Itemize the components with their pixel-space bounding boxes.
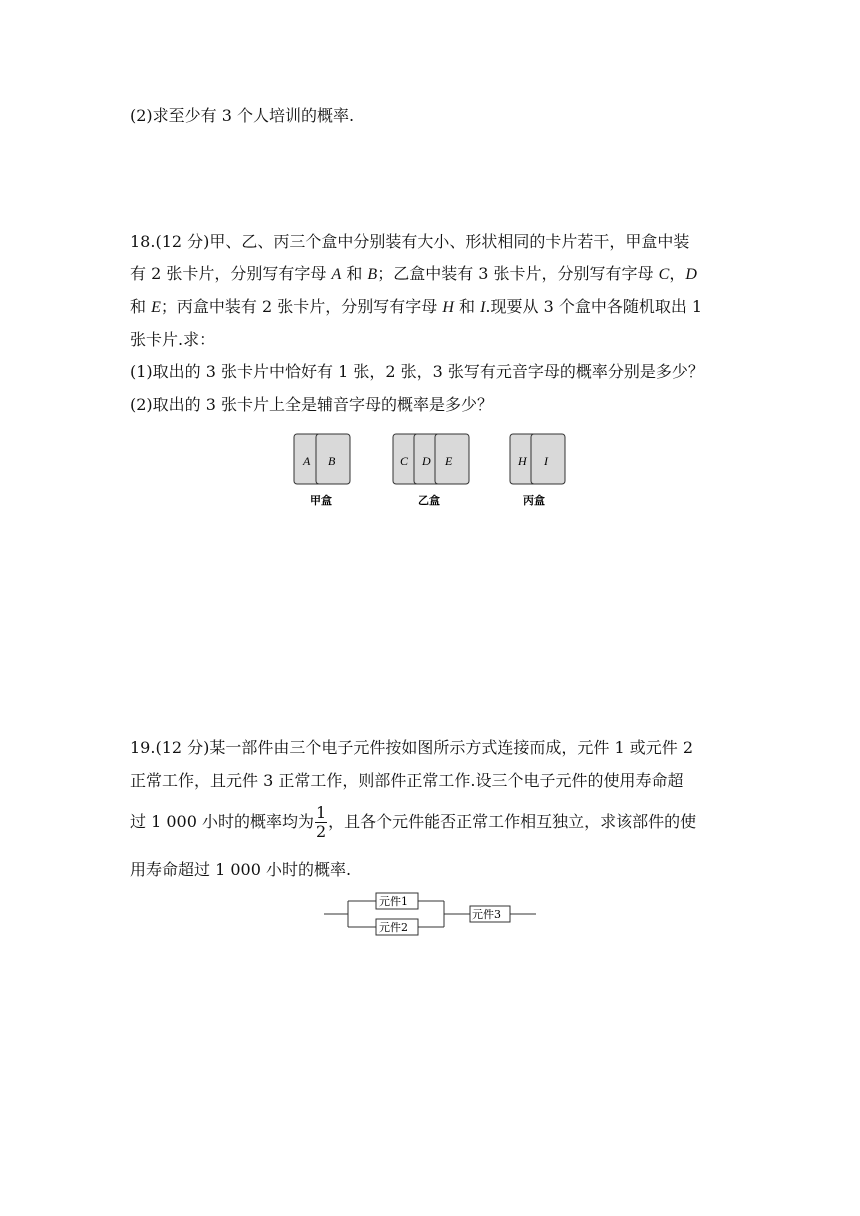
q18-line2-text-b: 和 [341,264,368,283]
q18-line3-text-a: 和 [130,297,152,316]
box-jia-label: 甲盒 [310,494,332,507]
q18-line2-text-d: ， [669,264,686,283]
q18-letter-a: A [331,266,342,283]
q18-letter-d: D [685,266,697,283]
q18-letter-i: I [480,299,486,316]
q18-part2: (2)取出的 3 张卡片上全是辅音字母的概率是多少？ [130,395,494,414]
component-3-label: 元件3 [472,908,501,921]
component-2-label: 元件2 [379,921,408,934]
q18-line2-text-c: ；乙盒中装有 3 张卡片，分别写有字母 [377,264,659,283]
q19-line3-text-b: ，且各个元件能否正常工作相互独立，求该部件的使 [328,812,697,831]
q19-line2: 正常工作，且元件 3 正常工作，则部件正常工作.设三个电子元件的使用寿命超 [130,771,684,790]
q18-line3-text-d: .现要从 3 个盒中各随机取出 1 [485,297,703,316]
q18-letter-e: E [151,299,161,316]
card-a: A [303,454,311,468]
q18-letter-c: C [658,266,670,283]
card-e: E [445,454,453,468]
q18-line2 [130,264,697,285]
q18-line3 [130,297,702,318]
q18-part1: (1)取出的 3 张卡片中恰好有 1 张，2 张，3 张写有元音字母的概率分别是多少？ [130,362,704,381]
q19-line4: 用寿命超过 1 000 小时的概率. [130,860,352,879]
card-d: D [422,454,431,468]
component-3 [470,906,510,922]
q18-letter-h: H [442,299,454,316]
q18-line1: 18.(12 分)甲、乙、丙三个盒中分别装有大小、形状相同的卡片若干，甲盒中装 [130,232,690,251]
fraction-denominator: 2 [315,822,327,841]
component-1-label: 元件1 [379,895,408,908]
card-c: C [400,454,409,468]
q19-line3 [130,804,696,841]
fraction-one-half [315,804,327,841]
q18-line3-text-b: ；丙盒中装有 2 张卡片，分别写有字母 [160,297,443,316]
q17-part2: (2)求至少有 3 个人培训的概率. [130,106,355,125]
card-boxes-figure [290,430,580,512]
q18-line2-text-a: 有 2 张卡片，分别写有字母 [130,264,332,283]
card-b: B [328,454,336,468]
card-h: H [518,454,527,468]
component-2 [376,919,418,935]
box-yi [393,434,469,507]
fraction-numerator: 1 [315,803,327,822]
q19-line1: 19.(12 分)某一部件由三个电子元件按如图所示方式连接而成，元件 1 或元件 2 [130,738,693,757]
q19-line3-text-a: 过 1 000 小时的概率均为 [130,812,314,831]
box-bing [510,434,565,507]
q18-line4: 张卡片.求： [130,330,216,349]
box-bing-label: 丙盒 [523,494,545,507]
q18-letter-b: B [367,266,378,283]
component-1 [376,893,418,909]
q18-line3-text-c: 和 [453,297,481,316]
box-jia [294,434,350,507]
circuit-diagram [320,888,542,942]
card-i: I [544,454,548,468]
box-yi-label: 乙盒 [418,494,440,507]
